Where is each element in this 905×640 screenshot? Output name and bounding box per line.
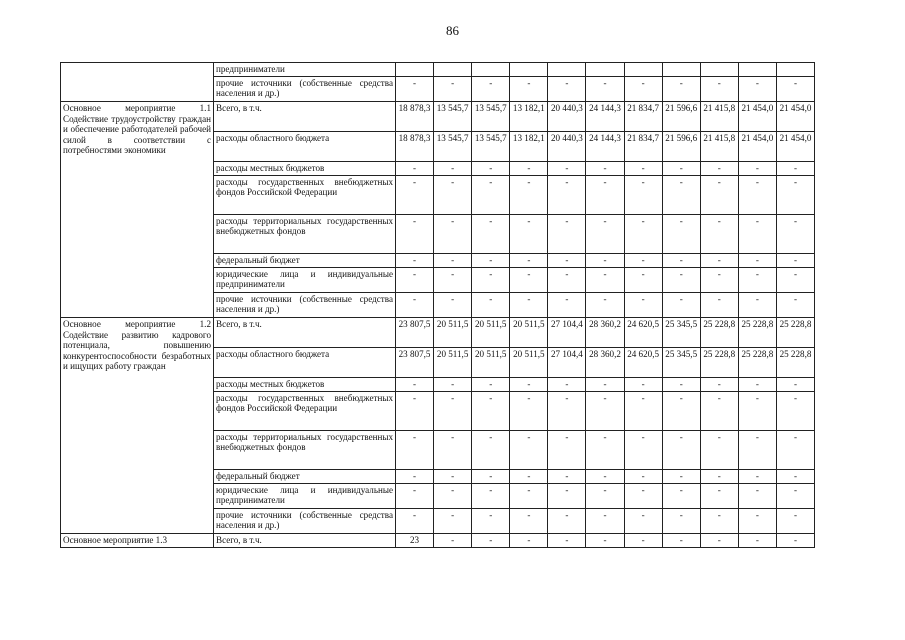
value-cell: 23 [396, 534, 434, 548]
value-cell [586, 63, 624, 77]
value-cell: - [738, 431, 776, 470]
value-cell: - [434, 509, 472, 534]
value-cell: - [510, 176, 548, 215]
value-cell: - [510, 509, 548, 534]
value-cell: - [434, 254, 472, 268]
value-cell: - [586, 254, 624, 268]
value-cell: 24 620,5 [624, 318, 662, 348]
value-cell: 21 454,0 [738, 132, 776, 162]
value-cell: - [548, 162, 586, 176]
value-cell: - [738, 77, 776, 102]
value-cell: - [776, 378, 814, 392]
value-cell [738, 63, 776, 77]
funding-source: Всего, в т.ч. [214, 318, 396, 348]
funding-source: юридические лица и индивидуальные предприниматели [214, 268, 396, 293]
value-cell: 21 834,7 [624, 132, 662, 162]
value-cell: - [586, 77, 624, 102]
value-cell: 23 807,5 [396, 348, 434, 378]
value-cell: 25 228,8 [738, 318, 776, 348]
value-cell: - [738, 509, 776, 534]
value-cell: - [434, 215, 472, 254]
value-cell: - [776, 77, 814, 102]
value-cell: - [472, 534, 510, 548]
value-cell: - [662, 392, 700, 431]
value-cell: 13 545,7 [472, 132, 510, 162]
value-cell: - [700, 392, 738, 431]
value-cell: - [700, 431, 738, 470]
value-cell: - [510, 484, 548, 509]
value-cell: - [700, 268, 738, 293]
value-cell: 25 345,5 [662, 348, 700, 378]
activity-title: Основное мероприятие 1.3 [61, 534, 214, 548]
value-cell: 23 807,5 [396, 318, 434, 348]
funding-table [60, 62, 815, 548]
value-cell [396, 63, 434, 77]
value-cell: - [662, 470, 700, 484]
value-cell: - [548, 293, 586, 318]
funding-source: Всего, в т.ч. [214, 534, 396, 548]
value-cell: - [548, 268, 586, 293]
value-cell: - [624, 268, 662, 293]
value-cell: 20 440,3 [548, 132, 586, 162]
value-cell: - [586, 509, 624, 534]
value-cell: - [434, 268, 472, 293]
value-cell: 25 228,8 [776, 348, 814, 378]
value-cell: - [700, 509, 738, 534]
activity-title [61, 63, 214, 102]
funding-source: расходы областного бюджета [214, 132, 396, 162]
value-cell: - [738, 378, 776, 392]
value-cell: - [434, 534, 472, 548]
value-cell: 25 345,5 [662, 318, 700, 348]
value-cell: - [700, 215, 738, 254]
value-cell: - [738, 470, 776, 484]
value-cell: - [510, 162, 548, 176]
value-cell: 20 440,3 [548, 102, 586, 132]
value-cell: - [472, 431, 510, 470]
value-cell: - [776, 470, 814, 484]
value-cell: 13 545,7 [434, 132, 472, 162]
value-cell: - [662, 77, 700, 102]
value-cell: - [624, 215, 662, 254]
value-cell: - [510, 77, 548, 102]
value-cell: - [662, 215, 700, 254]
value-cell: - [624, 392, 662, 431]
value-cell: - [434, 176, 472, 215]
value-cell: - [700, 293, 738, 318]
value-cell: - [586, 431, 624, 470]
value-cell: - [548, 77, 586, 102]
value-cell: - [472, 378, 510, 392]
value-cell: - [472, 470, 510, 484]
value-cell: - [396, 431, 434, 470]
value-cell: 18 878,3 [396, 102, 434, 132]
value-cell: - [662, 484, 700, 509]
value-cell: - [624, 254, 662, 268]
value-cell: - [776, 509, 814, 534]
value-cell: - [548, 470, 586, 484]
table-row [61, 318, 815, 348]
value-cell [624, 63, 662, 77]
value-cell: - [434, 378, 472, 392]
value-cell: - [776, 293, 814, 318]
value-cell: - [624, 509, 662, 534]
value-cell: - [776, 254, 814, 268]
value-cell: 21 454,0 [776, 132, 814, 162]
value-cell: - [396, 162, 434, 176]
value-cell: 27 104,4 [548, 348, 586, 378]
value-cell: - [472, 176, 510, 215]
value-cell [776, 63, 814, 77]
funding-source: расходы территориальных государственных внебюджетных фондов [214, 215, 396, 254]
value-cell: - [510, 431, 548, 470]
value-cell: - [434, 431, 472, 470]
value-cell: - [662, 378, 700, 392]
value-cell: - [586, 534, 624, 548]
value-cell: 20 511,5 [472, 348, 510, 378]
value-cell: - [662, 162, 700, 176]
value-cell: - [738, 484, 776, 509]
value-cell: - [472, 162, 510, 176]
value-cell [700, 63, 738, 77]
value-cell: 24 620,5 [624, 348, 662, 378]
value-cell: 21 454,0 [776, 102, 814, 132]
value-cell: - [624, 162, 662, 176]
value-cell: - [396, 392, 434, 431]
value-cell: - [472, 293, 510, 318]
value-cell: - [510, 470, 548, 484]
value-cell: - [700, 484, 738, 509]
funding-source: юридические лица и индивидуальные предприниматели [214, 484, 396, 509]
value-cell: - [472, 268, 510, 293]
value-cell: 20 511,5 [472, 318, 510, 348]
value-cell: - [548, 484, 586, 509]
value-cell: - [700, 162, 738, 176]
value-cell: - [434, 162, 472, 176]
value-cell [434, 63, 472, 77]
value-cell: - [738, 162, 776, 176]
value-cell: - [548, 509, 586, 534]
value-cell: - [396, 484, 434, 509]
value-cell: 25 228,8 [700, 318, 738, 348]
funding-source: расходы территориальных государственных внебюджетных фондов [214, 431, 396, 470]
value-cell: - [434, 293, 472, 318]
activity-title: Основное мероприятие 1.2 Содействие развитию кадрового потенциала, повышению конкурентоспособности безработных и ищущих работу граждан [61, 318, 214, 534]
value-cell: - [738, 254, 776, 268]
value-cell: - [776, 392, 814, 431]
value-cell: - [586, 293, 624, 318]
value-cell: - [700, 378, 738, 392]
activity-title: Основное мероприятие 1.1 Содействие трудоустройству граждан и обеспечение работодателей рабочей силой в соответствии с потребностями экономики [61, 102, 214, 318]
value-cell: - [434, 77, 472, 102]
value-cell: - [472, 77, 510, 102]
value-cell: - [624, 77, 662, 102]
value-cell: - [624, 534, 662, 548]
value-cell: - [434, 470, 472, 484]
value-cell: - [396, 176, 434, 215]
value-cell: - [586, 392, 624, 431]
value-cell: - [548, 431, 586, 470]
value-cell: - [776, 176, 814, 215]
value-cell: - [738, 392, 776, 431]
value-cell: - [548, 392, 586, 431]
value-cell: - [434, 484, 472, 509]
value-cell: - [510, 293, 548, 318]
funding-source: прочие источники (собственные средства населения и др.) [214, 509, 396, 534]
value-cell: - [776, 484, 814, 509]
value-cell: - [738, 268, 776, 293]
value-cell: - [396, 268, 434, 293]
value-cell: - [662, 293, 700, 318]
value-cell: 13 545,7 [434, 102, 472, 132]
value-cell: - [472, 215, 510, 254]
value-cell: 21 415,8 [700, 102, 738, 132]
value-cell: - [548, 254, 586, 268]
value-cell: - [396, 215, 434, 254]
value-cell: - [548, 176, 586, 215]
value-cell: 25 228,8 [738, 348, 776, 378]
value-cell: - [472, 254, 510, 268]
value-cell: 28 360,2 [586, 348, 624, 378]
value-cell: - [510, 215, 548, 254]
value-cell: 13 182,1 [510, 132, 548, 162]
value-cell: - [510, 268, 548, 293]
funding-source: расходы местных бюджетов [214, 162, 396, 176]
value-cell: - [586, 268, 624, 293]
value-cell: - [662, 254, 700, 268]
value-cell: - [700, 176, 738, 215]
value-cell: - [776, 534, 814, 548]
value-cell: - [434, 392, 472, 431]
value-cell: 21 454,0 [738, 102, 776, 132]
value-cell [472, 63, 510, 77]
value-cell: 21 596,6 [662, 132, 700, 162]
value-cell: - [662, 431, 700, 470]
value-cell: - [586, 215, 624, 254]
value-cell: - [662, 176, 700, 215]
value-cell: - [586, 484, 624, 509]
value-cell: - [396, 470, 434, 484]
value-cell: - [396, 378, 434, 392]
page-number: 86 [446, 23, 459, 38]
funding-source: расходы областного бюджета [214, 348, 396, 378]
value-cell: - [738, 215, 776, 254]
value-cell: - [396, 293, 434, 318]
value-cell: - [510, 534, 548, 548]
value-cell: - [700, 77, 738, 102]
value-cell: - [624, 431, 662, 470]
value-cell: - [510, 378, 548, 392]
value-cell: 20 511,5 [510, 348, 548, 378]
value-cell: - [738, 293, 776, 318]
table-row [61, 102, 815, 132]
value-cell: - [586, 162, 624, 176]
value-cell: - [776, 431, 814, 470]
value-cell: - [662, 509, 700, 534]
value-cell: 24 144,3 [586, 102, 624, 132]
value-cell: - [510, 254, 548, 268]
value-cell: 20 511,5 [434, 348, 472, 378]
value-cell: - [662, 268, 700, 293]
value-cell: 13 182,1 [510, 102, 548, 132]
value-cell: 25 228,8 [700, 348, 738, 378]
funding-source: прочие источники (собственные средства населения и др.) [214, 293, 396, 318]
value-cell: 20 511,5 [434, 318, 472, 348]
value-cell: - [700, 254, 738, 268]
value-cell: 13 545,7 [472, 102, 510, 132]
value-cell: - [472, 484, 510, 509]
value-cell: - [586, 176, 624, 215]
value-cell: - [472, 392, 510, 431]
value-cell: - [396, 77, 434, 102]
value-cell [548, 63, 586, 77]
value-cell: 21 834,7 [624, 102, 662, 132]
value-cell: - [396, 509, 434, 534]
funding-source: расходы государственных внебюджетных фондов Российской Федерации [214, 176, 396, 215]
value-cell: - [624, 470, 662, 484]
value-cell: - [776, 268, 814, 293]
value-cell: - [700, 470, 738, 484]
funding-source: расходы местных бюджетов [214, 378, 396, 392]
value-cell: 28 360,2 [586, 318, 624, 348]
value-cell: - [738, 176, 776, 215]
table-row [61, 534, 815, 548]
value-cell: - [624, 484, 662, 509]
value-cell: 21 596,6 [662, 102, 700, 132]
value-cell: - [396, 254, 434, 268]
value-cell: 20 511,5 [510, 318, 548, 348]
value-cell: 27 104,4 [548, 318, 586, 348]
value-cell [510, 63, 548, 77]
value-cell: 25 228,8 [776, 318, 814, 348]
value-cell: - [548, 534, 586, 548]
value-cell: - [700, 534, 738, 548]
table-row [61, 63, 815, 77]
value-cell: 24 144,3 [586, 132, 624, 162]
value-cell: - [510, 392, 548, 431]
funding-source: Всего, в т.ч. [214, 102, 396, 132]
value-cell: - [624, 293, 662, 318]
funding-source: прочие источники (собственные средства населения и др.) [214, 77, 396, 102]
value-cell: 21 415,8 [700, 132, 738, 162]
value-cell: - [586, 470, 624, 484]
value-cell: - [776, 162, 814, 176]
value-cell: - [738, 534, 776, 548]
value-cell: - [548, 378, 586, 392]
value-cell: 18 878,3 [396, 132, 434, 162]
funding-source: расходы государственных внебюджетных фондов Российской Федерации [214, 392, 396, 431]
funding-source: федеральный бюджет [214, 470, 396, 484]
value-cell: - [624, 378, 662, 392]
funding-source: предприниматели [214, 63, 396, 77]
value-cell: - [586, 378, 624, 392]
value-cell: - [624, 176, 662, 215]
funding-source: федеральный бюджет [214, 254, 396, 268]
value-cell [662, 63, 700, 77]
value-cell: - [548, 215, 586, 254]
value-cell: - [662, 534, 700, 548]
value-cell: - [472, 509, 510, 534]
value-cell: - [776, 215, 814, 254]
